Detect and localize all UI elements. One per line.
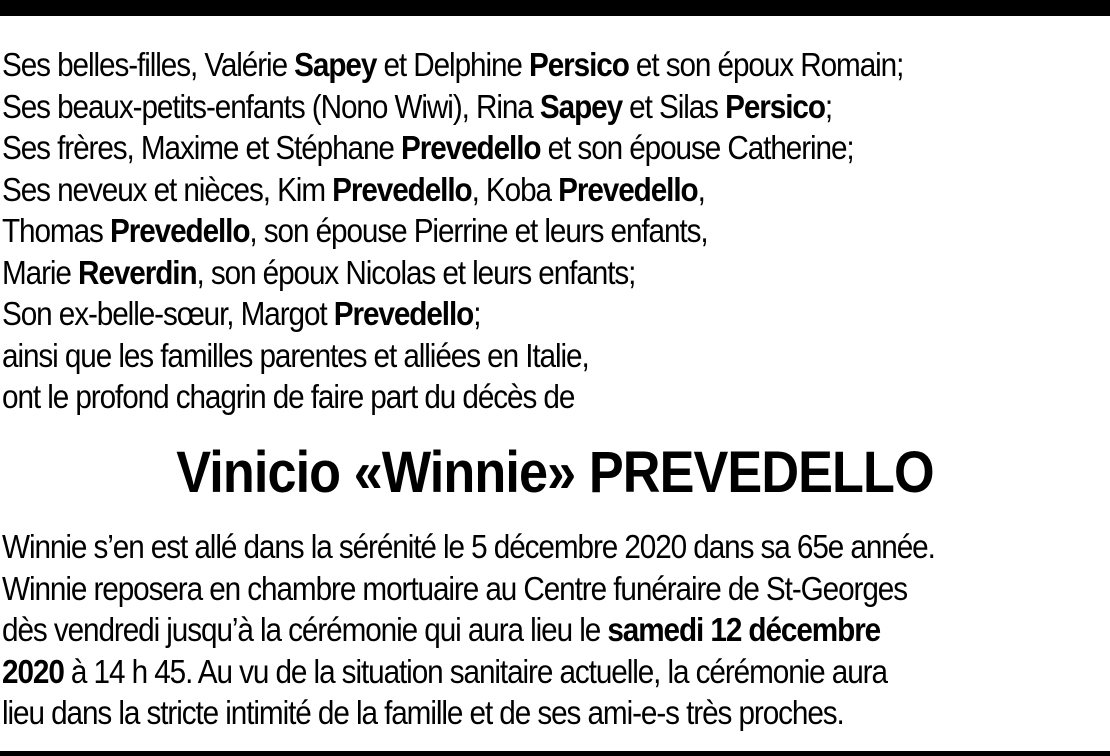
text-run: Marie [2, 253, 79, 291]
announcement-line [2, 526, 997, 568]
family-mourners-block [2, 44, 997, 418]
surname: Persico [725, 87, 825, 125]
announcement-line [2, 568, 997, 610]
surname: Prevedello [401, 129, 541, 166]
text-run: Ses frères, Maxime et Stéphane [2, 129, 402, 166]
text-run: Ses belles-filles, Valérie [2, 46, 295, 83]
text-run: , [697, 170, 705, 208]
surname: Reverdin [78, 253, 197, 291]
text-run: à 14 h 45. Au vu de la situation sanitaire actuelle, la cérémonie aura [63, 652, 887, 690]
family-line [2, 169, 997, 211]
text-run: , Koba [471, 170, 559, 208]
surname: Sapey [539, 87, 623, 125]
text-run: Winnie reposera en chambre mortuaire au Centre funéraire de St-Georges [2, 569, 908, 607]
surname: Sapey [294, 46, 377, 83]
text-run: et Delphine [376, 46, 530, 83]
deceased-name-heading: Vinicio «Winnie» PREVEDELLO [176, 440, 934, 505]
text-run: Ses neveux et nièces, Kim [2, 170, 333, 208]
surname: Prevedello [332, 170, 472, 208]
text-run: Winnie s’en est allé dans la sérénité le 5 décembre 2020 dans sa 65e année. [2, 528, 935, 565]
family-line [2, 44, 997, 86]
announcement-line [2, 651, 997, 693]
text-run: , son épouse Pierrine et leurs enfants, [249, 212, 708, 249]
bottom-border-rule [0, 751, 1110, 756]
text-run: , son époux Nicolas et leurs enfants; [196, 253, 636, 291]
text-run: et son époux Romain; [628, 46, 904, 83]
surname: Prevedello [558, 170, 698, 208]
text-run: lieu dans la stricte intimité de la famille et de ses ami-e-s très proches. [2, 694, 844, 731]
surname: Persico [529, 46, 629, 83]
announcement-line [2, 692, 997, 734]
surname: Prevedello [333, 295, 474, 332]
family-line [2, 210, 997, 252]
surname: Prevedello [109, 212, 250, 249]
text-run: et Silas [622, 87, 726, 125]
top-border-rule [0, 0, 1110, 16]
text-run: ; [824, 87, 833, 125]
text-run: Thomas [2, 212, 110, 249]
text-run: ont le profond chagrin de faire part du décès de [2, 378, 575, 415]
family-line [2, 86, 997, 128]
family-line [2, 376, 997, 418]
ceremony-date: samedi 12 décembre [607, 611, 881, 648]
text-run: ; [473, 295, 481, 332]
family-line [2, 293, 997, 335]
text-run: et son épouse Catherine; [540, 129, 854, 166]
announcement-line [2, 609, 997, 651]
text-run: ainsi que les familles parentes et alliées en Italie, [2, 336, 589, 374]
family-line [2, 252, 997, 294]
text-run: Son ex-belle-sœur, Margot [2, 295, 334, 332]
ceremony-year: 2020 [2, 652, 64, 690]
funeral-announcement-paragraph [2, 526, 997, 734]
family-line [2, 335, 997, 377]
family-line [2, 127, 997, 169]
text-run: dès vendredi jusqu’à la cérémonie qui aura lieu le [2, 611, 608, 648]
text-run: Ses beaux-petits-enfants (Nono Wiwi), Rina [2, 87, 540, 125]
